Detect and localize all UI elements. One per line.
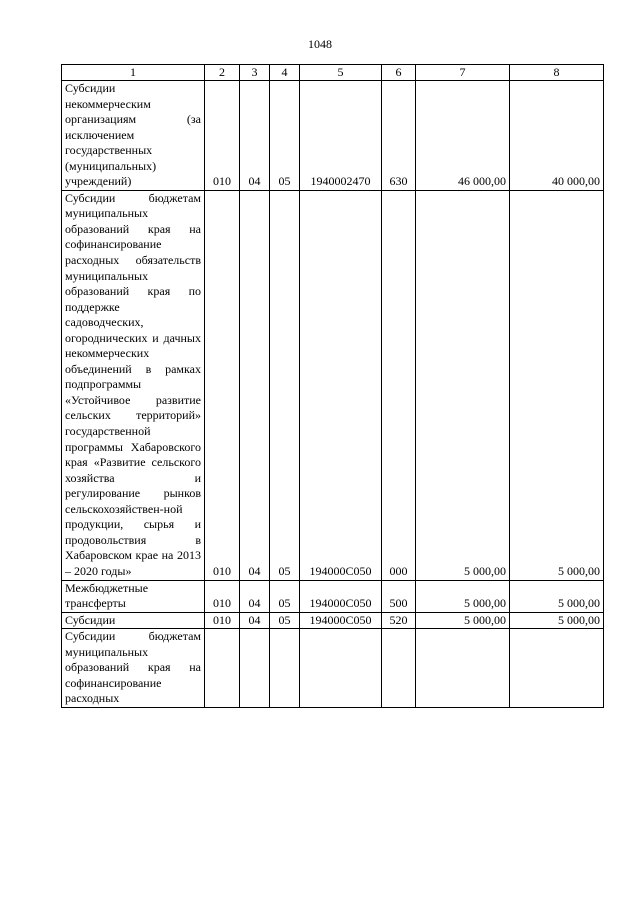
target-article-code: 194000С050: [300, 612, 382, 629]
admin-code: 010: [205, 81, 240, 191]
target-article-code: 194000С050: [300, 190, 382, 580]
column-header: 6: [382, 65, 416, 81]
admin-code: 010: [205, 612, 240, 629]
subsection-code: 05: [270, 81, 300, 191]
admin-code: [205, 629, 240, 708]
table-row: [62, 629, 604, 708]
amount-column-7: [416, 629, 510, 708]
admin-code: 010: [205, 190, 240, 580]
amount-column-8: 5 000,00: [510, 190, 604, 580]
amount-column-7: 5 000,00: [416, 580, 510, 612]
column-header: 1: [62, 65, 205, 81]
target-article-code: 194000С050: [300, 580, 382, 612]
column-header: 5: [300, 65, 382, 81]
subsection-code: 05: [270, 612, 300, 629]
amount-column-8: 40 000,00: [510, 81, 604, 191]
row-description: Межбюджетные трансферты: [62, 580, 205, 612]
page-number: 1048: [308, 37, 332, 51]
amount-column-7: 46 000,00: [416, 81, 510, 191]
target-article-code: [300, 629, 382, 708]
amount-column-8: 5 000,00: [510, 580, 604, 612]
column-header: 2: [205, 65, 240, 81]
amount-column-8: 5 000,00: [510, 612, 604, 629]
admin-code: 010: [205, 580, 240, 612]
section-code: [240, 629, 270, 708]
expense-type-code: 520: [382, 612, 416, 629]
section-code: 04: [240, 81, 270, 191]
amount-column-7: 5 000,00: [416, 612, 510, 629]
column-header: 4: [270, 65, 300, 81]
section-code: 04: [240, 580, 270, 612]
subsection-code: 05: [270, 190, 300, 580]
amount-column-7: 5 000,00: [416, 190, 510, 580]
section-code: 04: [240, 612, 270, 629]
table-row: [62, 190, 604, 580]
table-row: [62, 612, 604, 629]
table-header-row: [62, 65, 604, 81]
column-header: 8: [510, 65, 604, 81]
amount-column-8: [510, 629, 604, 708]
expense-type-code: [382, 629, 416, 708]
subsection-code: [270, 629, 300, 708]
row-description: Субсидии бюджетам муниципальных образований края на софинансирование расходных: [62, 629, 205, 708]
target-article-code: 1940002470: [300, 81, 382, 191]
column-header: 3: [240, 65, 270, 81]
expense-type-code: 000: [382, 190, 416, 580]
row-description: Субсидии некоммерческим организациям (за исключением государственных (муниципальных) учреждений): [62, 81, 205, 191]
budget-table: [61, 64, 604, 708]
table-row: [62, 580, 604, 612]
row-description: Субсидии: [62, 612, 205, 629]
expense-type-code: 630: [382, 81, 416, 191]
section-code: 04: [240, 190, 270, 580]
subsection-code: 05: [270, 580, 300, 612]
table-row: [62, 81, 604, 191]
expense-type-code: 500: [382, 580, 416, 612]
row-description: Субсидии бюджетам муниципальных образований края на софинансирование расходных обязательств муниципальных образований края по поддержке садоводческих, огороднических и дачных некоммерческих объединений в рамках подпрограммы «Устойчивое развитие сельских территорий» государственной программы Хабаровского края «Развитие сельского хозяйства и регулирование рынков сельскохозяйствен-ной продукции, сырья и продовольствия в Хабаровском крае на 2013 – 2020 годы»: [62, 190, 205, 580]
column-header: 7: [416, 65, 510, 81]
